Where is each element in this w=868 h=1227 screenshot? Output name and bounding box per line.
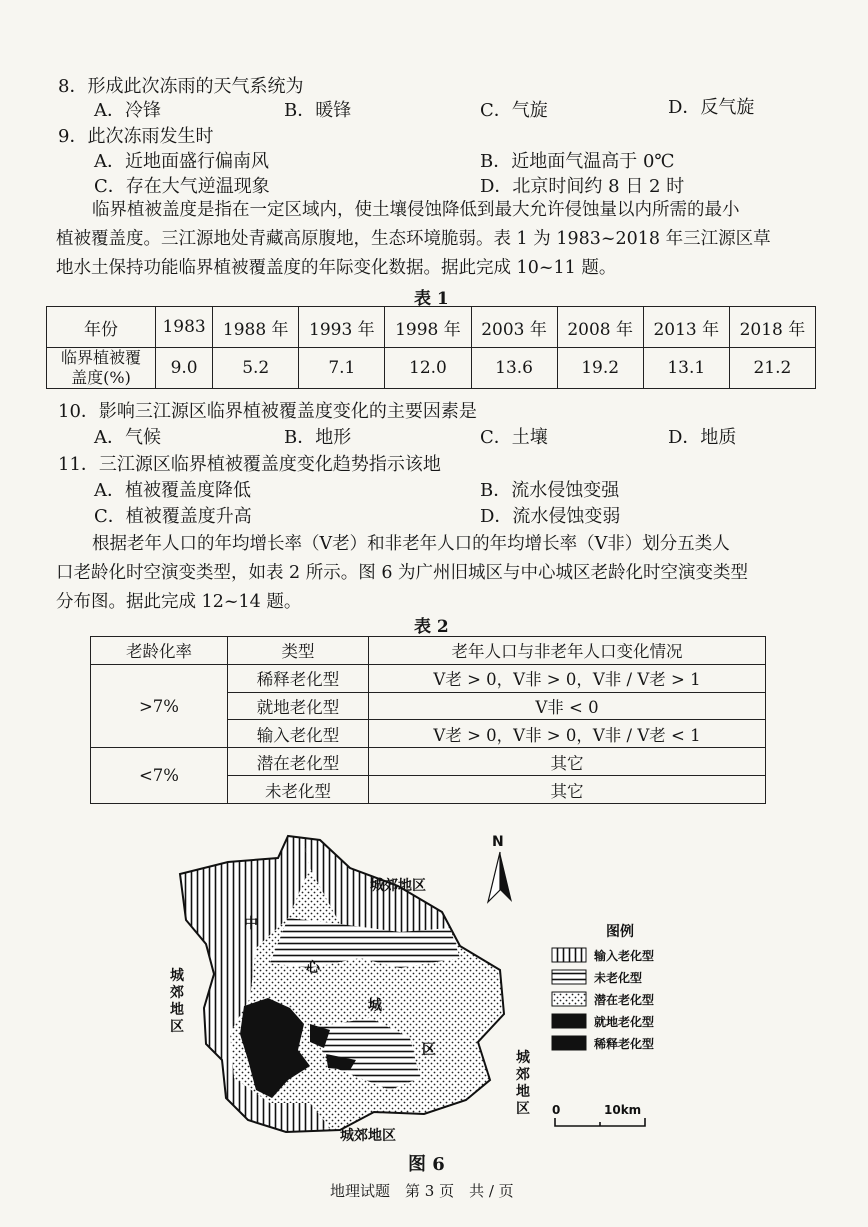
table-2-caption: 表 2: [414, 617, 449, 637]
q11-option-c: C．植被覆盖度升高: [94, 506, 252, 527]
q9-stem: 9．此次冻雨发生时: [58, 126, 214, 147]
table-2-condition: V老 > 0，V非 > 0，V非 / V老 > 1: [369, 664, 766, 692]
suburb-label-char: 区: [516, 1101, 530, 1117]
table-1-value: 13.1: [643, 348, 729, 389]
table-1-year: 1998 年: [385, 307, 471, 348]
suburb-label-char: 地: [170, 1002, 184, 1018]
suburb-label-south: 城郊地区: [340, 1128, 396, 1144]
table-2-condition: V老 > 0，V非 > 0，V非 / V老 < 1: [369, 720, 766, 748]
figure-6-caption: 图 6: [408, 1154, 445, 1175]
table-1-value: 7.1: [299, 348, 385, 389]
legend-swatch-non-aging: [552, 970, 586, 984]
table-1: [46, 306, 816, 389]
table-1-row-label: 临界植被覆盖度(%): [47, 348, 156, 389]
table-2-header: 老龄化率: [91, 637, 228, 665]
table-2-header-row: [91, 637, 766, 665]
north-label: N: [492, 834, 504, 850]
table-1-header-label: 年份: [47, 307, 156, 348]
table-1-value-row: [47, 348, 816, 389]
q8-option-c: C．气旋: [480, 100, 548, 121]
q11-option-a: A．植被覆盖度降低: [94, 480, 251, 501]
table-2-condition: V非 < 0: [369, 692, 766, 720]
q8-option-d: D．反气旋: [668, 97, 755, 118]
table-1-value: 9.0: [156, 348, 213, 389]
q11-stem: 11．三江源区临界植被覆盖度变化趋势指示该地: [58, 454, 441, 475]
q9-option-a: A．近地面盛行偏南风: [94, 151, 269, 172]
scale-bar: [552, 1103, 645, 1126]
table-2-row: [91, 664, 766, 692]
passage-2-line: 分布图。据此完成 12~14 题。: [56, 592, 302, 612]
table-2-header: 类型: [228, 637, 369, 665]
center-label-char: 中: [244, 916, 258, 932]
legend-swatch-input: [552, 948, 586, 962]
q10-option-c: C．土壤: [480, 427, 548, 448]
table-2-row: [91, 748, 766, 776]
table-1-year: 2003 年: [471, 307, 557, 348]
legend-label: 就地老化型: [594, 1015, 655, 1029]
q8-stem: 8．形成此次冻雨的天气系统为: [58, 76, 304, 97]
center-label-char: 城: [368, 998, 382, 1014]
figure-6-map: [160, 828, 720, 1148]
legend-label: 输入老化型: [594, 949, 655, 963]
legend-swatch-local: [552, 1014, 586, 1028]
table-2-rate: <7%: [91, 748, 228, 804]
passage-2-line: 根据老年人口的年均增长率（V老）和非老年人口的年均增长率（V非）划分五类人: [92, 534, 730, 554]
table-2-condition: 其它: [369, 776, 766, 804]
table-1-year: 2013 年: [643, 307, 729, 348]
q11-option-d: D．流水侵蚀变弱: [480, 506, 621, 527]
passage-1: [56, 196, 808, 283]
q9-option-d: D．北京时间约 8 日 2 时: [480, 176, 685, 197]
suburb-label-east: [516, 1049, 531, 1117]
passage-1-line: 临界植被盖度是指在一定区域内，使土壤侵蚀降低到最大允许侵蚀量以内所需的最小: [92, 200, 740, 220]
q11-option-b: B．流水侵蚀变强: [480, 480, 620, 501]
table-1-value: 5.2: [213, 348, 299, 389]
q10-stem: 10．影响三江源区临界植被覆盖度变化的主要因素是: [58, 401, 477, 422]
legend-swatch-dilution: [552, 1036, 586, 1050]
table-1-caption: 表 1: [414, 289, 449, 309]
north-arrow-icon: [488, 834, 512, 902]
table-2-type: 未老化型: [228, 776, 369, 804]
suburb-label-char: 区: [170, 1019, 184, 1035]
table-1-value: 21.2: [729, 348, 815, 389]
page-footer: 地理试题 第 3 页 共 / 页: [330, 1182, 514, 1200]
table-2-type: 稀释老化型: [228, 664, 369, 692]
q9-option-b: B．近地面气温高于 0℃: [480, 151, 675, 172]
q8-option-a: A．冷锋: [94, 100, 161, 121]
table-2-type: 潜在老化型: [228, 748, 369, 776]
legend-label: 稀释老化型: [594, 1037, 655, 1051]
scale-start: 0: [552, 1103, 561, 1117]
center-label-char: 区: [422, 1042, 436, 1058]
table-1-year: 1983: [156, 307, 213, 348]
suburb-label-north: 城郊地区: [370, 878, 426, 894]
suburb-label-char: 城: [516, 1050, 530, 1066]
q10-option-b: B．地形: [284, 427, 352, 448]
table-1-header-row: [47, 307, 816, 348]
legend-label: 潜在老化型: [594, 993, 655, 1007]
table-1-year: 2008 年: [557, 307, 643, 348]
table-2-header: 老年人口与非老年人口变化情况: [369, 637, 766, 665]
table-1-value: 13.6: [471, 348, 557, 389]
table-2-rate: >7%: [91, 664, 228, 747]
table-1-value: 19.2: [557, 348, 643, 389]
suburb-label-char: 地: [516, 1084, 530, 1100]
passage-1-line: 地水土保持功能临界植被覆盖度的年际变化数据。据此完成 10~11 题。: [56, 258, 617, 278]
table-2-condition: 其它: [369, 748, 766, 776]
q10-option-d: D．地质: [668, 427, 737, 448]
q10-option-a: A．气候: [94, 427, 161, 448]
passage-2-line: 口老龄化时空演变类型，如表 2 所示。图 6 为广州旧城区与中心城区老龄化时空演变类型: [56, 563, 749, 583]
passage-1-line: 植被覆盖度。三江源地处青藏高原腹地，生态环境脆弱。表 1 为 1983~2018 年三江源区草: [56, 229, 771, 249]
center-label-char: 心: [306, 960, 320, 976]
legend: [552, 923, 654, 1051]
q9-option-c: C．存在大气逆温现象: [94, 176, 270, 197]
suburb-label-char: 郊: [170, 985, 184, 1001]
q8-option-b: B．暖锋: [284, 100, 352, 121]
suburb-label-west: [170, 967, 185, 1035]
suburb-label-char: 城: [170, 968, 184, 984]
table-2-type: 就地老化型: [228, 692, 369, 720]
table-2: [90, 636, 766, 804]
legend-label: 未老化型: [594, 971, 643, 985]
table-2-type: 输入老化型: [228, 720, 369, 748]
legend-swatch-potential: [552, 992, 586, 1006]
table-1-year: 1988 年: [213, 307, 299, 348]
passage-2: [56, 530, 808, 617]
scale-end: 10km: [604, 1103, 642, 1117]
table-1-year: 2018 年: [729, 307, 815, 348]
suburb-label-char: 郊: [516, 1067, 530, 1083]
table-1-value: 12.0: [385, 348, 471, 389]
table-1-year: 1993 年: [299, 307, 385, 348]
legend-title: 图例: [606, 924, 634, 940]
